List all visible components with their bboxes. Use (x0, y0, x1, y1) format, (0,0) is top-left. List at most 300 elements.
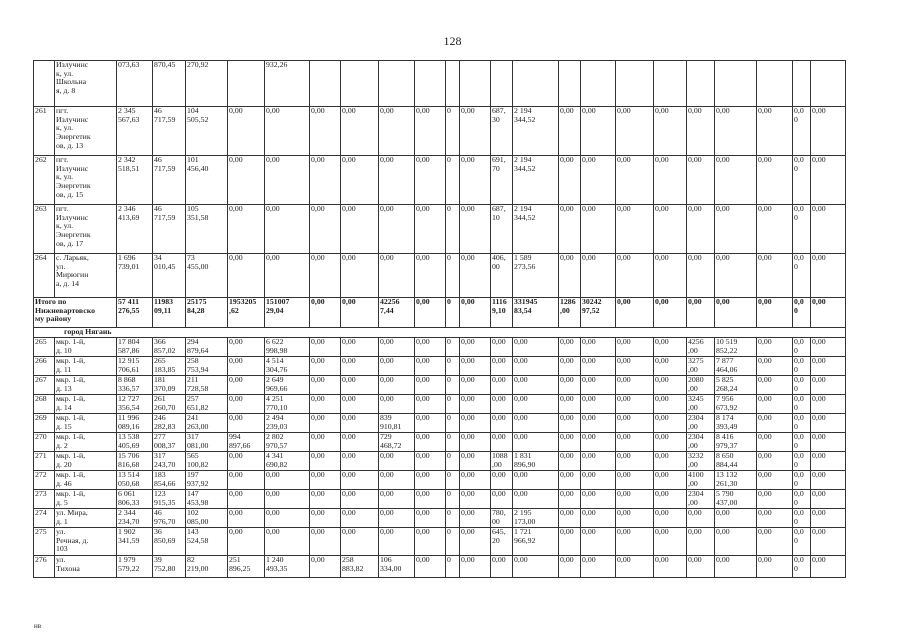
table-cell: 0 (446, 452, 460, 471)
table-cell: 0,00 (757, 156, 793, 205)
table-cell (310, 61, 341, 107)
table-cell: 0,00 (310, 156, 341, 205)
table-cell: 102 085,00 (186, 509, 228, 528)
row-number: 263 (34, 205, 55, 254)
table-cell: 2 194 344,52 (513, 107, 559, 156)
section-title: город Нягань (34, 328, 846, 338)
table-cell: 0 (446, 376, 460, 395)
table-cell: 0,00 (559, 452, 581, 471)
table-cell: 0,00 (513, 433, 559, 452)
table-cell: 0,00 (310, 556, 341, 578)
table-cell: 0,0 0 (793, 357, 811, 376)
table-cell: 0,00 (654, 254, 687, 298)
table-cell: 0,00 (616, 205, 654, 254)
table-cell: 0,00 (757, 414, 793, 433)
table-cell: 82 219,00 (186, 556, 228, 578)
table-cell: 1 721 966,92 (513, 528, 559, 556)
table-cell: 11983 09,11 (153, 298, 186, 328)
row-number: 269 (34, 414, 55, 433)
table-cell: 0,00 (559, 376, 581, 395)
table-cell (715, 61, 757, 107)
address-cell: Излучинс к, ул. Школьна я, д. 8 (55, 61, 117, 107)
table-cell: 0,00 (228, 338, 265, 357)
table-cell: 3232 ,00 (687, 452, 715, 471)
table-row (34, 471, 846, 490)
address-cell: мкр. 1-й, д. 5 (55, 490, 117, 509)
table-cell: 0,00 (341, 156, 379, 205)
table-cell: 0,00 (757, 205, 793, 254)
table-cell: 366 857,02 (153, 338, 186, 357)
table-cell: 0,00 (415, 254, 446, 298)
table-cell: 0,00 (757, 556, 793, 578)
table-cell: 0,00 (310, 528, 341, 556)
table-cell: 0,00 (491, 376, 513, 395)
table-cell: 0,00 (581, 376, 616, 395)
table-cell: 0,0 0 (793, 107, 811, 156)
table-cell: 0,00 (228, 452, 265, 471)
address-cell: мкр. 1-й, д. 13 (55, 376, 117, 395)
table-cell: 101 456,40 (186, 156, 228, 205)
table-cell: 2 344 234,70 (117, 509, 153, 528)
table-cell: 0,00 (757, 338, 793, 357)
table-cell: 1 240 493,35 (265, 556, 310, 578)
section-row (34, 328, 846, 338)
table-cell: 0,00 (715, 528, 757, 556)
table-cell: 211 728,58 (186, 376, 228, 395)
table-cell: 277 008,37 (153, 433, 186, 452)
table-cell: 0,00 (341, 509, 379, 528)
table-cell: 0,00 (513, 338, 559, 357)
row-number: 273 (34, 490, 55, 509)
table-cell: 0,0 0 (793, 376, 811, 395)
table-cell: 0,00 (513, 376, 559, 395)
table-cell: 2 342 518,51 (117, 156, 153, 205)
address-cell: мкр. 1-й, д. 11 (55, 357, 117, 376)
table-cell (341, 61, 379, 107)
table-cell: 0,00 (265, 156, 310, 205)
table-cell: 0,00 (460, 376, 491, 395)
table-cell: 46 976,70 (153, 509, 186, 528)
table-cell: 0,00 (757, 490, 793, 509)
table-cell: 1 589 273,56 (513, 254, 559, 298)
table-cell: 0,00 (341, 528, 379, 556)
table-cell: 0,00 (310, 452, 341, 471)
table-cell: 0,00 (379, 471, 415, 490)
table-cell: 0,00 (687, 254, 715, 298)
table-cell: 0,00 (491, 433, 513, 452)
address-cell: мкр. 1-й, д. 20 (55, 452, 117, 471)
table-cell: 105 351,58 (186, 205, 228, 254)
table-cell: 0,00 (581, 254, 616, 298)
table-cell: 0,00 (616, 357, 654, 376)
table-cell: 0,00 (341, 254, 379, 298)
table-cell: 0,00 (559, 107, 581, 156)
table-cell: 0,00 (341, 395, 379, 414)
table-cell: 932,26 (265, 61, 310, 107)
table-cell: 0,00 (379, 357, 415, 376)
table-cell: 0,00 (341, 107, 379, 156)
table-row (34, 338, 846, 357)
table-cell: 57 411 276,55 (117, 298, 153, 328)
table-cell: 0,00 (341, 357, 379, 376)
row-number: 275 (34, 528, 55, 556)
table-cell: 294 879,64 (186, 338, 228, 357)
table-cell: 1 696 739,01 (117, 254, 153, 298)
table-cell: 1116 9,10 (491, 298, 513, 328)
table-cell: 1 979 579,22 (117, 556, 153, 578)
table-cell: 0,00 (757, 395, 793, 414)
table-cell: 0,00 (581, 338, 616, 357)
table-cell: 0,00 (654, 156, 687, 205)
table-cell: 0,00 (460, 156, 491, 205)
table-cell: 0,00 (460, 107, 491, 156)
table-cell: 0,00 (811, 556, 846, 578)
table-cell: 0,00 (415, 452, 446, 471)
table-cell: 106 334,00 (379, 556, 415, 578)
table-cell (654, 61, 687, 107)
table-cell: 0,0 0 (793, 509, 811, 528)
table-cell: 2 346 413,69 (117, 205, 153, 254)
table-cell: 0,00 (811, 414, 846, 433)
table-cell: 0,00 (513, 395, 559, 414)
table-row (34, 376, 846, 395)
table-cell (581, 61, 616, 107)
table-cell: 839 910,81 (379, 414, 415, 433)
table-cell: 0,00 (581, 205, 616, 254)
table-cell: 0 (446, 471, 460, 490)
table-cell: 0,00 (616, 433, 654, 452)
table-cell: 0,00 (616, 490, 654, 509)
table-cell: 0,00 (379, 156, 415, 205)
table-cell: 0,00 (757, 107, 793, 156)
table-cell: 0,00 (491, 414, 513, 433)
table-cell: 0 (446, 509, 460, 528)
table-cell: 0,00 (811, 433, 846, 452)
table-cell: 0,00 (715, 556, 757, 578)
table-cell: 0,00 (265, 471, 310, 490)
table-cell: 246 282,83 (153, 414, 186, 433)
row-number: 264 (34, 254, 55, 298)
table-cell: 0,00 (581, 395, 616, 414)
address-cell: пгт. Излучинс к, ул. Энергетик ов, д. 17 (55, 205, 117, 254)
table-cell: 0,00 (811, 376, 846, 395)
table-cell: 645, 20 (491, 528, 513, 556)
table-cell: 0,00 (559, 338, 581, 357)
row-number: 271 (34, 452, 55, 471)
table-row (34, 556, 846, 578)
table-cell: 687, 30 (491, 107, 513, 156)
table-cell: 15 706 816,68 (117, 452, 153, 471)
row-number (34, 61, 55, 107)
table-cell: 0,00 (379, 254, 415, 298)
table-cell: 0,00 (559, 556, 581, 578)
table-row (34, 433, 846, 452)
table-cell: 251 896,25 (228, 556, 265, 578)
table-cell: 0,00 (616, 376, 654, 395)
table-cell: 0,00 (310, 357, 341, 376)
table-cell: 0,00 (811, 156, 846, 205)
table-cell: 0,00 (715, 298, 757, 328)
table-cell (379, 61, 415, 107)
table-row (34, 156, 846, 205)
table-cell: 0,00 (654, 395, 687, 414)
table-cell: 0,00 (310, 376, 341, 395)
table-cell: 406, 00 (491, 254, 513, 298)
address-cell: ул. Мира, д. 1 (55, 509, 117, 528)
table-cell: 7 877 464,06 (715, 357, 757, 376)
table-cell: 0,00 (265, 490, 310, 509)
table-cell (616, 61, 654, 107)
table-cell: 0,00 (228, 471, 265, 490)
table-cell: 12 915 706,61 (117, 357, 153, 376)
row-number: 268 (34, 395, 55, 414)
table-cell: 0,00 (491, 556, 513, 578)
address-cell: мкр. 1-й, д. 2 (55, 433, 117, 452)
table-cell: 0,00 (616, 156, 654, 205)
table-cell: 0,00 (757, 376, 793, 395)
table-cell: 0,00 (811, 298, 846, 328)
table-cell: 0,00 (581, 509, 616, 528)
table-cell: 0,00 (811, 338, 846, 357)
address-cell: мкр. 1-й, д. 10 (55, 338, 117, 357)
table-cell: 0,00 (310, 338, 341, 357)
table-cell: 0,00 (654, 452, 687, 471)
table-cell: 4 341 690,82 (265, 452, 310, 471)
table-cell: 0,00 (559, 395, 581, 414)
table-cell: 0,00 (757, 433, 793, 452)
table-cell: 0,0 0 (793, 452, 811, 471)
table-cell: 46 717,59 (153, 156, 186, 205)
table-cell: 0 (446, 254, 460, 298)
table-cell: 0,0 0 (793, 205, 811, 254)
table-cell: 46 717,59 (153, 107, 186, 156)
table-cell: 0,00 (310, 395, 341, 414)
table-cell: 0,00 (811, 490, 846, 509)
table-cell: 0,00 (687, 156, 715, 205)
table-cell: 0,00 (228, 395, 265, 414)
table-cell: 2080 ,00 (687, 376, 715, 395)
table-cell: 0,00 (616, 509, 654, 528)
table-cell (460, 61, 491, 107)
table-cell: 0,00 (581, 556, 616, 578)
table-cell: 0,00 (687, 509, 715, 528)
table-cell (513, 61, 559, 107)
table-cell (757, 61, 793, 107)
table-cell: 0,00 (559, 509, 581, 528)
table-cell: 2 194 344,52 (513, 156, 559, 205)
table-row (34, 395, 846, 414)
table-cell: 0,0 0 (793, 414, 811, 433)
table-cell: 0,00 (654, 357, 687, 376)
table-cell: 0,00 (415, 528, 446, 556)
table-cell: 0,00 (616, 395, 654, 414)
table-cell: 0,00 (715, 107, 757, 156)
table-cell: 0,00 (415, 395, 446, 414)
table-cell: 0,00 (715, 156, 757, 205)
table-cell: 691, 70 (491, 156, 513, 205)
table-cell: 0,00 (491, 471, 513, 490)
table-cell: 0 (446, 414, 460, 433)
table-cell: 0,00 (310, 298, 341, 328)
table-cell: 0,00 (654, 298, 687, 328)
table-cell: 0,00 (811, 509, 846, 528)
table-cell: 0,00 (687, 205, 715, 254)
table-cell: 0,00 (559, 205, 581, 254)
table-cell: 0,00 (341, 338, 379, 357)
table-cell: 0,00 (581, 528, 616, 556)
table-cell: 0,00 (757, 471, 793, 490)
table-cell: 13 132 261,30 (715, 471, 757, 490)
table-cell: 0,00 (415, 414, 446, 433)
table-cell: 0,00 (581, 490, 616, 509)
table-cell: 1 902 341,59 (117, 528, 153, 556)
table-cell: 1286 ,00 (559, 298, 581, 328)
table-cell: 0,00 (715, 254, 757, 298)
table-cell: 2 194 344,52 (513, 205, 559, 254)
table-cell: 13 514 050,68 (117, 471, 153, 490)
table-cell: 0,00 (654, 490, 687, 509)
table-cell: 2 195 173,00 (513, 509, 559, 528)
table-cell: 0,00 (491, 395, 513, 414)
table-cell: 0 (446, 298, 460, 328)
table-cell: 0,00 (559, 490, 581, 509)
table-cell: 265 183,85 (153, 357, 186, 376)
table-cell: 0,00 (654, 414, 687, 433)
table-cell: 0,00 (379, 509, 415, 528)
table-cell: 0,00 (687, 528, 715, 556)
table-row (34, 490, 846, 509)
table-cell (415, 61, 446, 107)
table-row (34, 509, 846, 528)
table-cell: 1 831 896,90 (513, 452, 559, 471)
table-cell: 780, 00 (491, 509, 513, 528)
table-cell (793, 61, 811, 107)
table-cell: 0,00 (811, 395, 846, 414)
table-cell: 0,00 (715, 205, 757, 254)
row-number: 261 (34, 107, 55, 156)
table-cell: 0,00 (811, 528, 846, 556)
table-cell: 0,00 (310, 414, 341, 433)
table-cell: 0,00 (310, 107, 341, 156)
address-cell: мкр. 1-й, д. 15 (55, 414, 117, 433)
table-cell: 0,00 (811, 471, 846, 490)
table-cell: 151007 29,04 (265, 298, 310, 328)
table-cell: 0,00 (228, 376, 265, 395)
table-cell: 0 (446, 528, 460, 556)
address-cell: пгт. Излучинс к, ул. Энергетик ов, д. 13 (55, 107, 117, 156)
table-cell: 0,00 (460, 338, 491, 357)
table-cell: 0 (446, 433, 460, 452)
table-cell: 0,0 0 (793, 471, 811, 490)
table-cell: 30242 97,52 (581, 298, 616, 328)
table-cell: 0,00 (310, 490, 341, 509)
table-cell (228, 61, 265, 107)
table-cell: 4100 ,00 (687, 471, 715, 490)
table-cell: 870,45 (153, 61, 186, 107)
table-cell: 25175 84,28 (186, 298, 228, 328)
table-row (34, 452, 846, 471)
table-cell: 0,0 0 (793, 254, 811, 298)
table-cell: 331945 83,54 (513, 298, 559, 328)
table-cell: 0,00 (811, 254, 846, 298)
table-cell: 0,00 (310, 433, 341, 452)
table-cell: 0 (446, 357, 460, 376)
table-cell: 39 752,80 (153, 556, 186, 578)
table-cell: 0,00 (616, 254, 654, 298)
table-cell: 0 (446, 395, 460, 414)
table-cell: 0,00 (265, 254, 310, 298)
table-cell: 0,00 (460, 471, 491, 490)
table-cell: 0,00 (415, 298, 446, 328)
table-cell: 0 (446, 107, 460, 156)
footer-mark: нв (34, 622, 42, 630)
row-number: 274 (34, 509, 55, 528)
table-cell (491, 61, 513, 107)
table-cell: 0,00 (228, 156, 265, 205)
table-cell: 0,00 (581, 414, 616, 433)
table-cell: 257 651,82 (186, 395, 228, 414)
table-cell: 73 455,00 (186, 254, 228, 298)
row-number: 272 (34, 471, 55, 490)
table-cell: 0,00 (341, 452, 379, 471)
page-number: 128 (443, 34, 462, 48)
table-cell: 261 260,70 (153, 395, 186, 414)
total-row (34, 298, 846, 328)
table-cell (559, 61, 581, 107)
table-cell: 13 538 405,69 (117, 433, 153, 452)
table-cell: 0,00 (811, 452, 846, 471)
table-cell: 0,00 (460, 556, 491, 578)
row-number: 270 (34, 433, 55, 452)
table-cell: 0,00 (559, 357, 581, 376)
table-cell: 0,00 (460, 509, 491, 528)
table-cell: 2 494 239,03 (265, 414, 310, 433)
table-cell: 0,00 (491, 338, 513, 357)
total-label: Итого по Нижневартовско му району (34, 298, 117, 328)
table-cell: 8 650 884,44 (715, 452, 757, 471)
table-cell: 0,00 (265, 509, 310, 528)
table-cell: 0,00 (513, 357, 559, 376)
table-cell: 0,00 (616, 298, 654, 328)
table-cell: 0,00 (415, 107, 446, 156)
table-cell: 0,00 (415, 156, 446, 205)
table-cell: 0,00 (341, 471, 379, 490)
table-cell: 0,00 (757, 298, 793, 328)
table-cell: 0,00 (559, 433, 581, 452)
table-cell: 0,00 (379, 490, 415, 509)
row-number: 267 (34, 376, 55, 395)
table-cell: 0,00 (654, 433, 687, 452)
table-cell: 0,00 (310, 509, 341, 528)
table-cell: 0,00 (616, 107, 654, 156)
table-cell: 0 (446, 205, 460, 254)
table-cell: 5 825 268,24 (715, 376, 757, 395)
table-cell: 0,00 (513, 490, 559, 509)
table-cell: 0,00 (581, 452, 616, 471)
table-cell: 0,00 (616, 556, 654, 578)
table-cell: 0,0 0 (793, 490, 811, 509)
table-cell: 0,00 (715, 509, 757, 528)
table-cell (687, 61, 715, 107)
table-cell: 0,00 (581, 471, 616, 490)
table-cell: 4 251 770,10 (265, 395, 310, 414)
table-cell: 0,0 0 (793, 556, 811, 578)
table-cell: 0,00 (811, 205, 846, 254)
table-cell: 0,00 (687, 556, 715, 578)
table-cell: 0,00 (415, 205, 446, 254)
table-cell: 0,00 (341, 205, 379, 254)
table-cell: 123 915,35 (153, 490, 186, 509)
